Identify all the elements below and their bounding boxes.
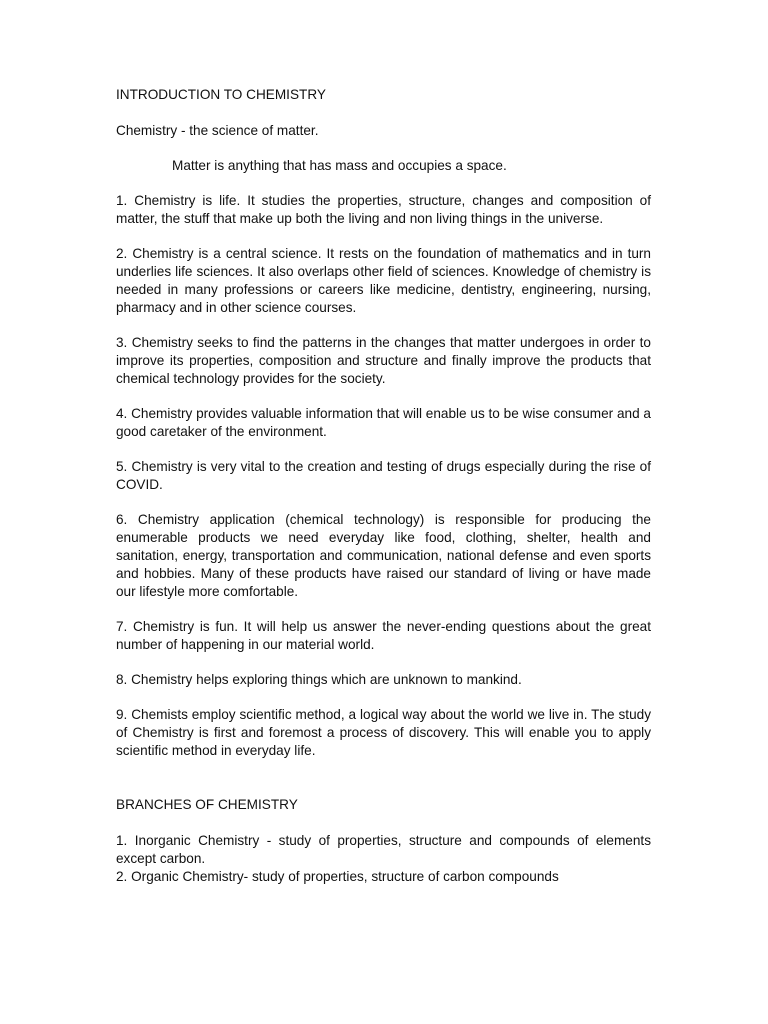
point-1: 1. Chemistry is life. It studies the properties, structure, changes and composition of matter, the stuff that make up both the living and non living things in the universe.: [116, 193, 651, 226]
document-page: [116, 86, 651, 886]
point-8: 8. Chemistry helps exploring things which are unknown to mankind.: [116, 672, 522, 687]
matter-definition: Matter is anything that has mass and occupies a space.: [172, 158, 507, 173]
chemistry-definition: Chemistry - the science of matter.: [116, 123, 319, 138]
point-2: 2. Chemistry is a central science. It rests on the foundation of mathematics and in turn underlies life sciences. It also overlaps other field of sciences. Knowledge of chemistry is needed in many professions or careers like medicine, dentistry, engineering, nursing, pharmacy and in other science courses.: [116, 246, 651, 315]
point-3: 3. Chemistry seeks to find the patterns in the changes that matter undergoes in order to improve its properties, composition and structure and finally improve the products that chemical technology provides for the society.: [116, 335, 651, 386]
point-5: 5. Chemistry is very vital to the creation and testing of drugs especially during the rise of COVID.: [116, 459, 651, 492]
branches-title: BRANCHES OF CHEMISTRY: [116, 797, 298, 812]
branch-2: 2. Organic Chemistry- study of properties, structure of carbon compounds: [116, 869, 559, 884]
point-9: 9. Chemists employ scientific method, a logical way about the world we live in. The study of Chemistry is first and foremost a process of discovery. This will enable you to apply scientific method in everyday life.: [116, 707, 651, 758]
document-title: INTRODUCTION TO CHEMISTRY: [116, 87, 326, 102]
point-4: 4. Chemistry provides valuable information that will enable us to be wise consumer and a good caretaker of the environment.: [116, 406, 651, 439]
point-6: 6. Chemistry application (chemical technology) is responsible for producing the enumerable products we need everyday like food, clothing, shelter, health and sanitation, energy, transportation and communication, national defense and even sports and hobbies. Many of these products have raised our standard of living or have made our lifestyle more comfortable.: [116, 512, 651, 599]
branch-1: 1. Inorganic Chemistry - study of properties, structure and compounds of elements except carbon.: [116, 833, 651, 866]
point-7: 7. Chemistry is fun. It will help us answer the never-ending questions about the great number of happening in our material world.: [116, 619, 651, 652]
